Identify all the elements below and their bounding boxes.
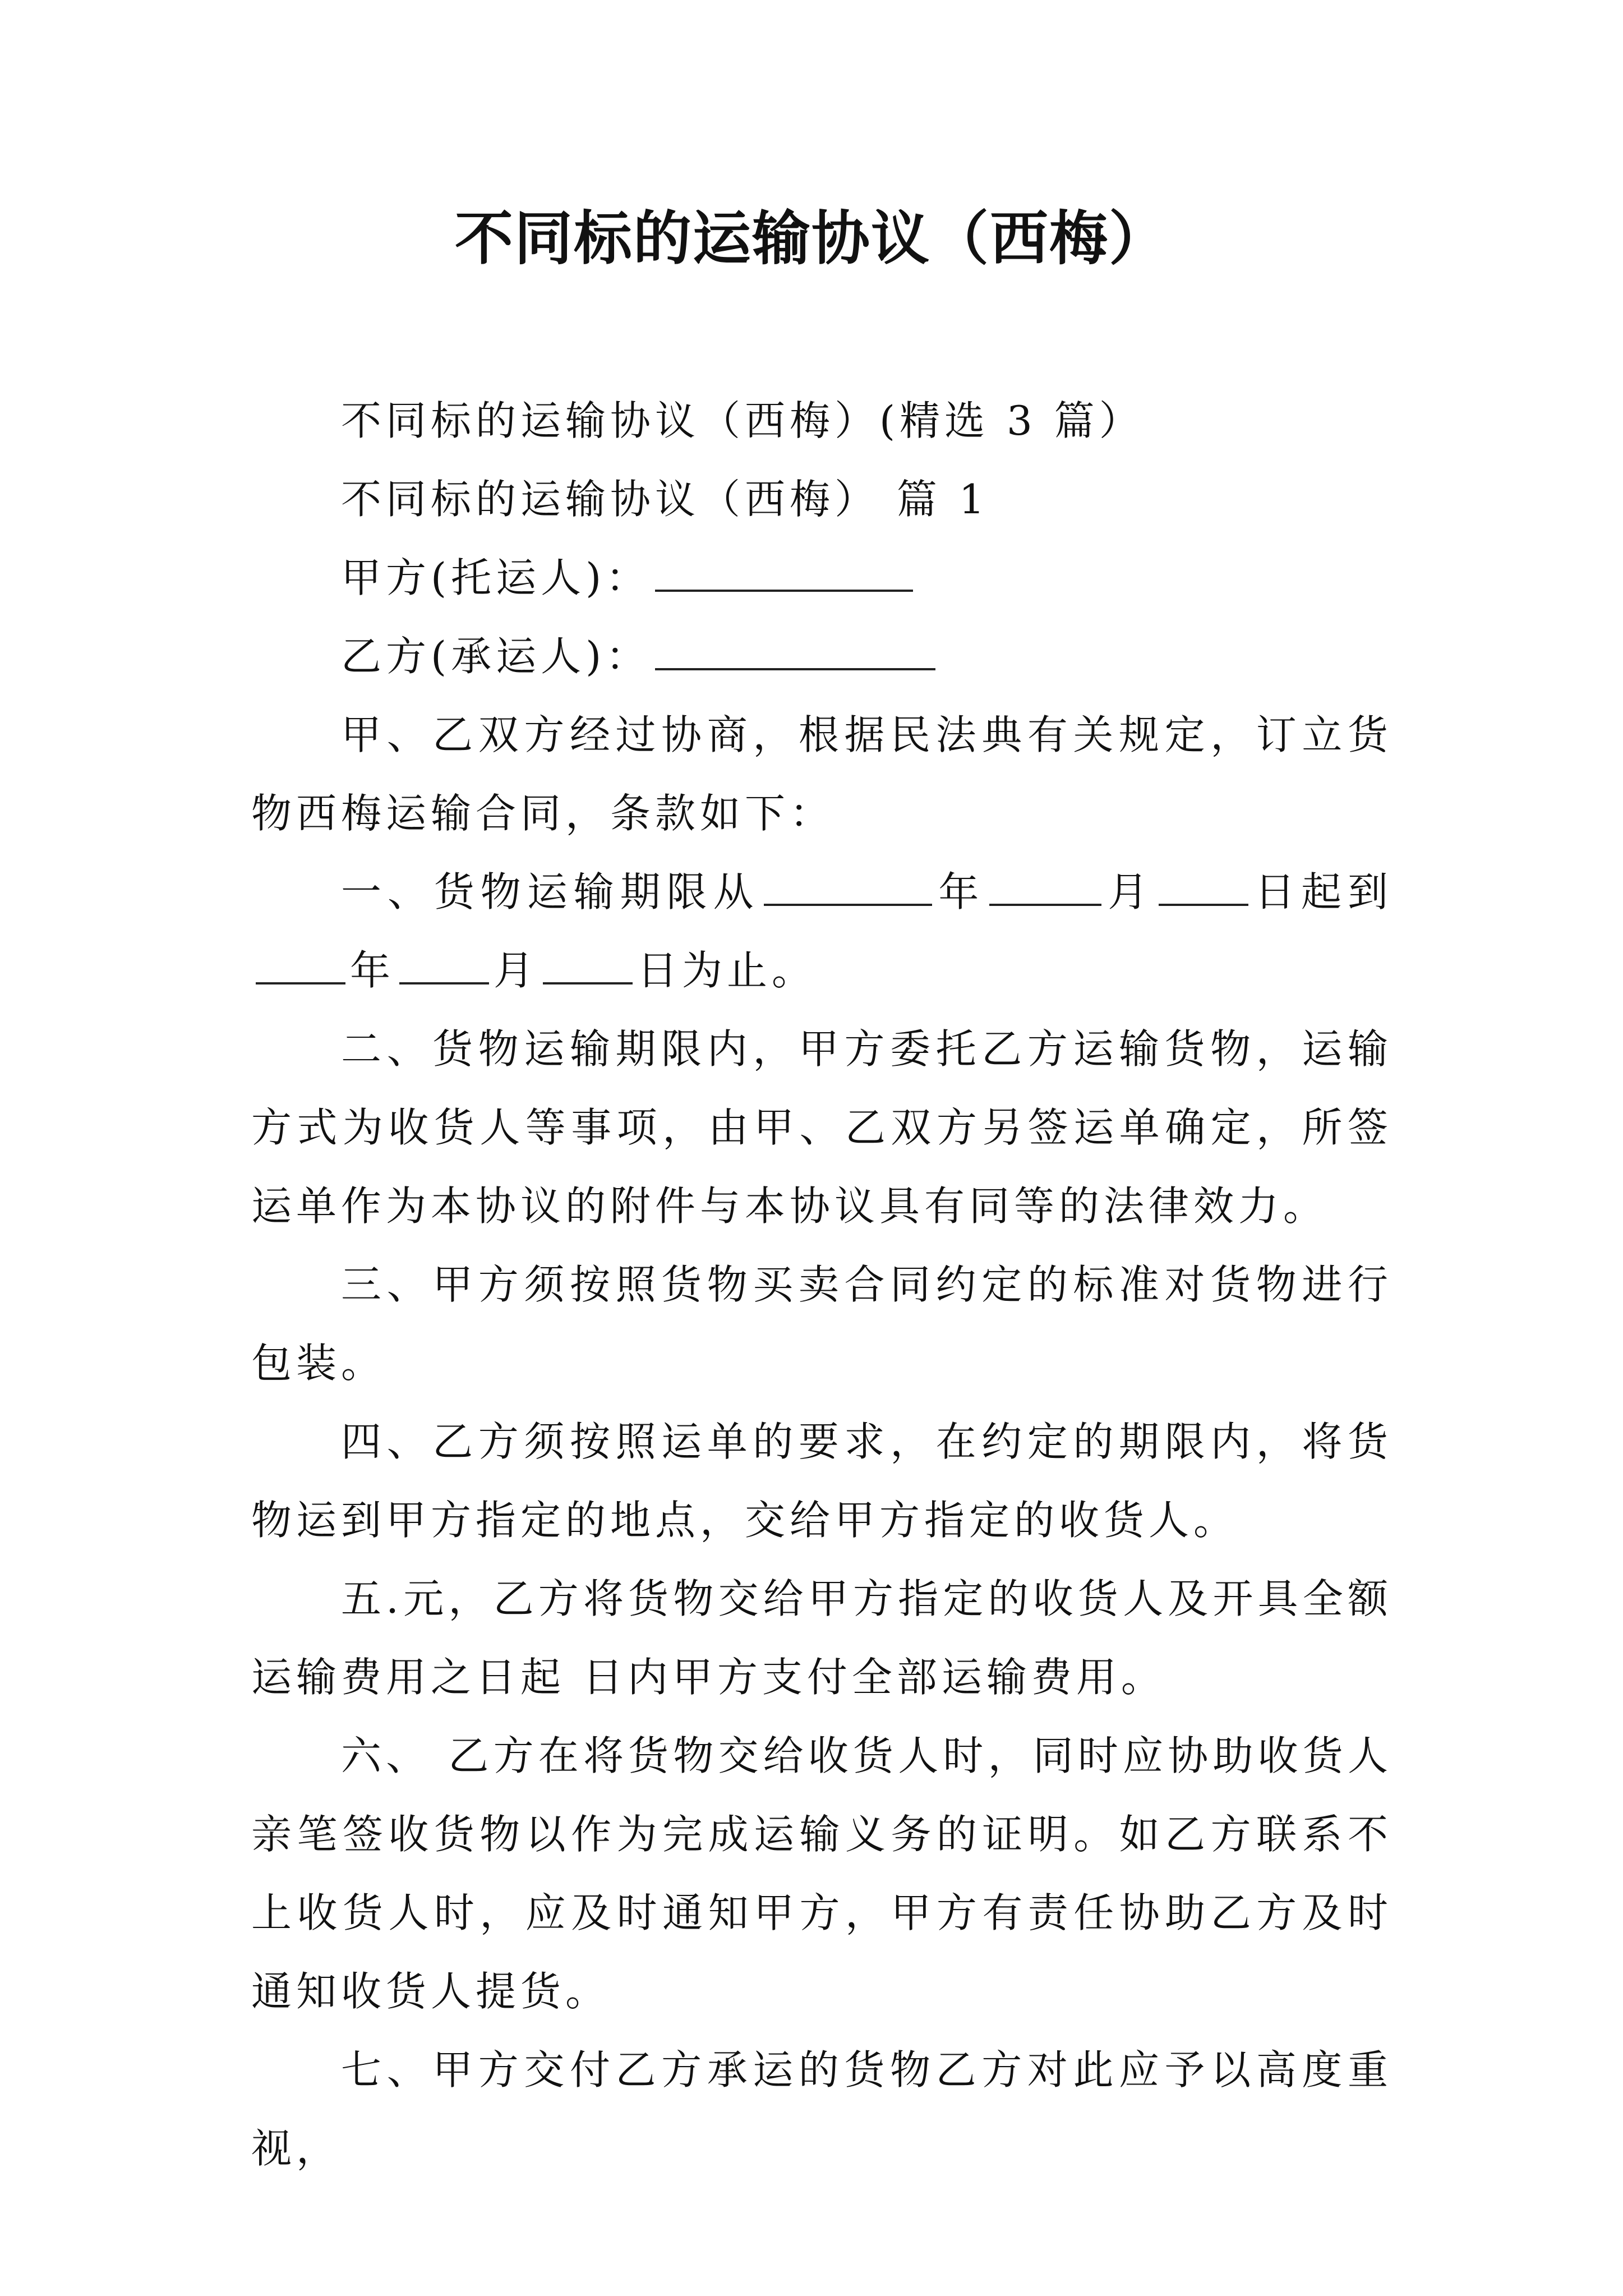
paragraph-clause-6: 六、 乙方在将货物交给收货人时，同时应协助收货人亲笔签收货物以作为完成运输义务的证明。如乙方联系不上收货人时，应及时通知甲方，甲方有责任协助乙方及时通知收货人提货。 <box>251 1732 1393 2015</box>
paragraph-clause-4: 四、乙方须按照运单的要求，在约定的期限内，将货物运到甲方指定的地点，交给甲方指定的收货人。 <box>251 1418 1393 1544</box>
clause-1-text: 一、货物运输期限从 <box>341 868 760 915</box>
end-year-blank <box>256 943 345 984</box>
party-a-label: 甲方(托运人)： <box>341 554 651 601</box>
paragraph-clause-2: 二、货物运输期限内，甲方委托乙方运输货物，运输方式为收货人等事项，由甲、乙双方另签运单确定，所签运单作为本协议的附件与本协议具有同等的法律效力。 <box>251 1025 1393 1230</box>
clause-1-month-label: 月 <box>1106 868 1155 915</box>
clause-1-end-year-label: 年 <box>350 947 395 994</box>
paragraph-subtitle: 不同标的运输协议（西梅）(精选 3 篇） <box>341 397 1144 444</box>
clause-1-end-month-label: 月 <box>494 947 539 994</box>
paragraph-clause-7: 七、甲方交付乙方承运的货物乙方对此应予以高度重视， <box>251 2046 1393 2172</box>
paragraph-party-a <box>251 539 1393 617</box>
paragraph-part-heading: 不同标的运输协议（西梅） 篇 1 <box>341 476 989 523</box>
start-day-blank <box>1159 864 1248 906</box>
start-month-blank <box>989 864 1101 906</box>
party-b-label: 乙方(承运人)： <box>341 633 651 680</box>
paragraph-clause-5: 五.元，乙方将货物交给甲方指定的收货人及开具全额运输费用之日起 日内甲方支付全部运输费用。 <box>251 1575 1393 1701</box>
end-day-blank <box>543 943 633 984</box>
party-b-blank-line <box>655 629 935 670</box>
clause-1-day-label: 日起到 <box>1253 868 1393 915</box>
start-year-blank <box>764 864 932 906</box>
clause-1-end-day-label: 日为止。 <box>637 947 817 994</box>
document-body <box>251 381 1393 2188</box>
paragraph-clause-1 <box>251 853 1393 1010</box>
paragraph-clause-3: 三、甲方须按照货物买卖合同约定的标准对货物进行包装。 <box>251 1261 1393 1387</box>
end-month-blank <box>399 943 489 984</box>
clause-1-year-label: 年 <box>937 868 985 915</box>
party-a-blank-line <box>655 550 913 592</box>
document-title: 不同标的运输协议（西梅） <box>454 204 1168 273</box>
paragraph-intro: 甲、乙双方经过协商，根据民法典有关规定，订立货物西梅运输合同，条款如下： <box>251 711 1393 837</box>
paragraph-party-b <box>251 617 1393 696</box>
